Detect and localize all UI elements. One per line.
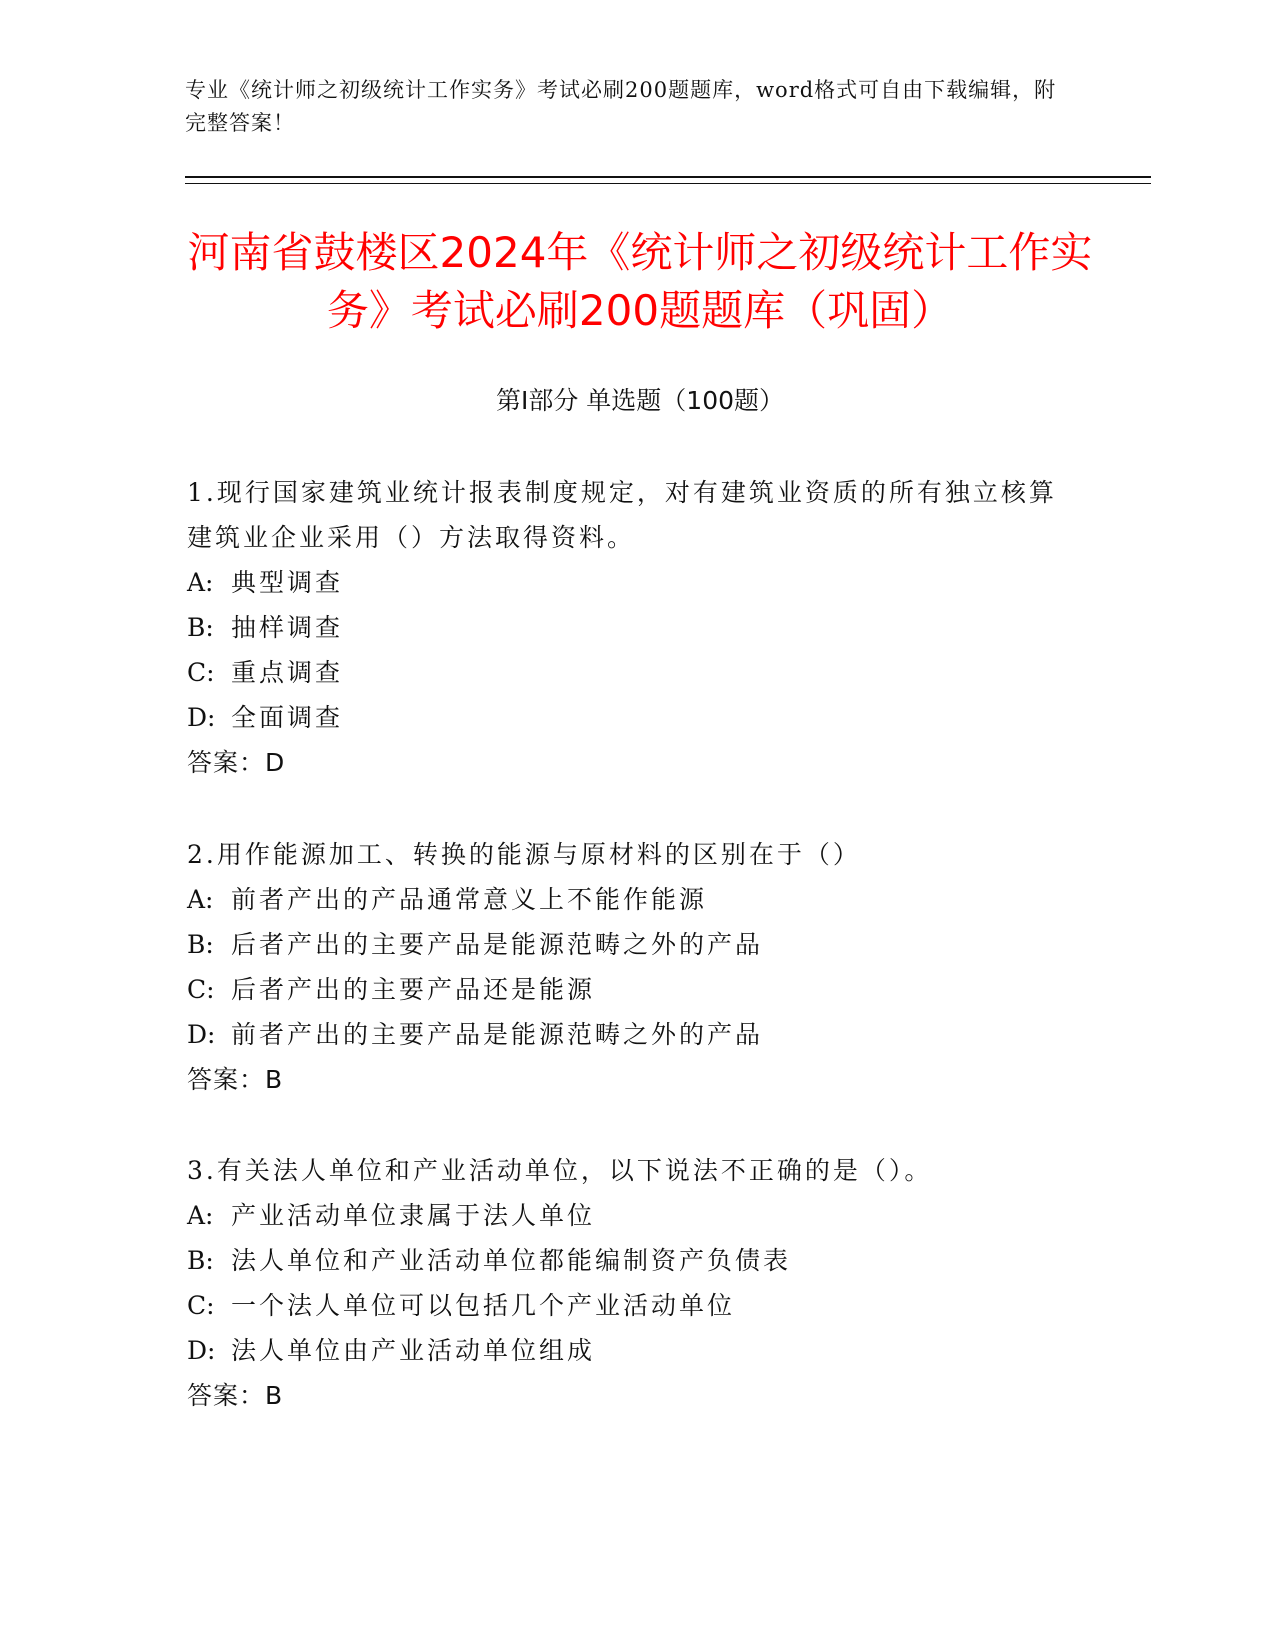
option-label: A: xyxy=(187,885,214,914)
option-d xyxy=(187,1012,1067,1057)
option-text: 法人单位由产业活动单位组成 xyxy=(231,1336,596,1365)
option-text: 后者产出的主要产品还是能源 xyxy=(231,975,596,1004)
option-a xyxy=(187,1193,1067,1238)
option-text: 一个法人单位可以包括几个产业活动单位 xyxy=(231,1291,736,1320)
option-text: 后者产出的主要产品是能源范畴之外的产品 xyxy=(231,930,764,959)
section-heading: 第Ⅰ部分 单选题（100题） xyxy=(495,386,785,415)
option-c xyxy=(187,1283,1067,1328)
question-stem: 2.用作能源加工、转换的能源与原材料的区别在于（） xyxy=(187,840,861,869)
option-b xyxy=(187,1238,1067,1283)
header-rule-thin xyxy=(185,183,1151,184)
option-label: C: xyxy=(187,658,215,687)
option-label: C: xyxy=(187,975,215,1004)
option-label: A: xyxy=(187,1201,214,1230)
option-d xyxy=(187,1328,1067,1373)
option-label: B: xyxy=(187,1246,214,1275)
answer: 答案：B xyxy=(187,1065,284,1094)
document-title: 河南省鼓楼区2024年《统计师之初级统计工作实务》考试必刷200题题库（巩固） xyxy=(187,228,1093,335)
option-label: D: xyxy=(187,1336,216,1365)
option-text: 抽样调查 xyxy=(231,613,344,642)
option-label: C: xyxy=(187,1291,215,1320)
option-text: 前者产出的主要产品是能源范畴之外的产品 xyxy=(231,1020,764,1049)
option-label: D: xyxy=(187,703,216,732)
question-2 xyxy=(187,832,1067,1102)
option-b xyxy=(187,605,1067,650)
option-label: A: xyxy=(187,568,214,597)
option-text: 典型调查 xyxy=(231,568,344,597)
option-a xyxy=(187,877,1067,922)
option-label: B: xyxy=(187,930,214,959)
option-text: 产业活动单位隶属于法人单位 xyxy=(231,1201,596,1230)
option-text: 法人单位和产业活动单位都能编制资产负债表 xyxy=(231,1246,792,1275)
option-label: B: xyxy=(187,613,214,642)
option-text: 全面调查 xyxy=(231,703,344,732)
option-d xyxy=(187,695,1067,740)
header-note: 专业《统计师之初级统计工作实务》考试必刷200题题库，word格式可自由下载编辑，附完整答案！ xyxy=(185,78,1057,135)
option-label: D: xyxy=(187,1020,216,1049)
option-a xyxy=(187,560,1067,605)
question-1 xyxy=(187,470,1067,785)
question-stem: 3.有关法人单位和产业活动单位，以下说法不正确的是（）。 xyxy=(187,1156,933,1185)
option-c xyxy=(187,650,1067,695)
option-text: 前者产出的产品通常意义上不能作能源 xyxy=(231,885,708,914)
option-text: 重点调查 xyxy=(231,658,344,687)
question-stem: 1.现行国家建筑业统计报表制度规定，对有建筑业资质的所有独立核算建筑业企业采用（）方法取得资料。 xyxy=(187,478,1057,552)
question-3 xyxy=(187,1148,1067,1418)
answer: 答案：D xyxy=(187,748,286,777)
header-rule-thick xyxy=(185,176,1151,178)
answer: 答案：B xyxy=(187,1381,284,1410)
option-c xyxy=(187,967,1067,1012)
option-b xyxy=(187,922,1067,967)
